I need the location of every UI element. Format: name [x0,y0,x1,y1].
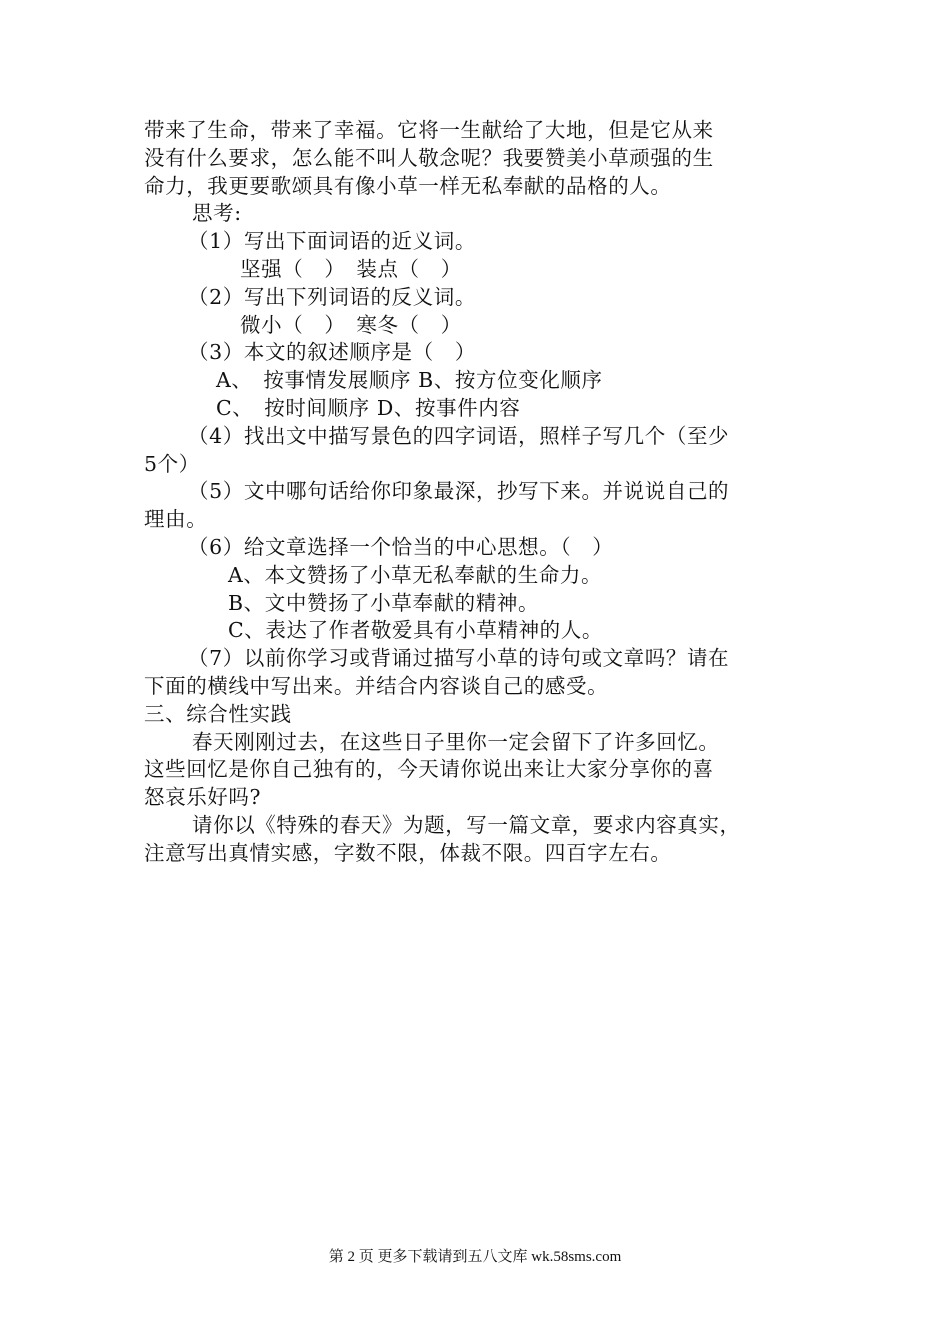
question-4-cont: 5个） [144,451,200,476]
text-line: 带来了生命，带来了幸福。它将一生献给了大地，但是它从来 [144,118,714,142]
practice-paragraph-1-end: 怒哀乐好吗? [144,785,262,810]
section-heading-practice: 三、综合性实践 [144,701,292,726]
practice-paragraph-2: 请你以《特殊的春天》为题，写一篇文章，要求内容真实， [192,812,741,837]
text-line: 命力，我更要歌颂具有像小草一样无私奉献的品格的人。 [144,173,672,198]
question-6-option-b: B、文中赞扬了小草奉献的精神。 [228,590,540,615]
question-3-options-ab: A、 按事情发展顺序 B、按方位变化顺序 [216,368,603,393]
question-4: （4）找出文中描写景色的四字词语，照样子写几个（至少 [188,423,730,448]
question-2: （2）写出下列词语的反义词。 [188,284,476,309]
question-1: （1）写出下面词语的近义词。 [188,229,476,254]
document-body [144,117,814,868]
question-7-cont: 下面的横线中写出来。并结合内容谈自己的感受。 [144,673,609,698]
page-footer: 第 2 页 更多下载请到五八文库 wk.58sms.com [328,1249,622,1265]
question-3: （3）本文的叙述顺序是（ ） [188,340,476,365]
question-5-cont: 理由。 [144,507,208,532]
question-6-option-c: C、表达了作者敬爱具有小草精神的人。 [228,618,603,643]
question-7: （7）以前你学习或背诵过描写小草的诗句或文章吗？请在 [188,646,730,671]
practice-paragraph-1-cont: 这些回忆是你自己独有的，今天请你说出来让大家分享你的喜 [144,757,714,782]
practice-paragraph-2-cont: 注意写出真情实感，字数不限，体裁不限。四百字左右。 [144,840,672,865]
section-heading-thinking: 思考: [192,201,242,226]
question-2-blanks: 微小（ ） 寒冬（ ） [240,312,462,337]
question-5: （5）文中哪句话给你印象最深，抄写下来。并说说自己的 [188,479,730,504]
question-1-blanks: 坚强（ ） 装点（ ） [240,256,462,281]
question-3-options-cd: C、 按时间顺序 D、按事件内容 [216,395,521,420]
question-6: （6）给文章选择一个恰当的中心思想。（ ） [188,534,614,559]
practice-paragraph-1: 春天刚刚过去，在这些日子里你一定会留下了许多回忆。 [192,729,720,754]
question-6-option-a: A、本文赞扬了小草无私奉献的生命力。 [228,562,603,587]
text-line: 没有什么要求，怎么能不叫人敬念呢？我要赞美小草顽强的生 [144,145,714,170]
